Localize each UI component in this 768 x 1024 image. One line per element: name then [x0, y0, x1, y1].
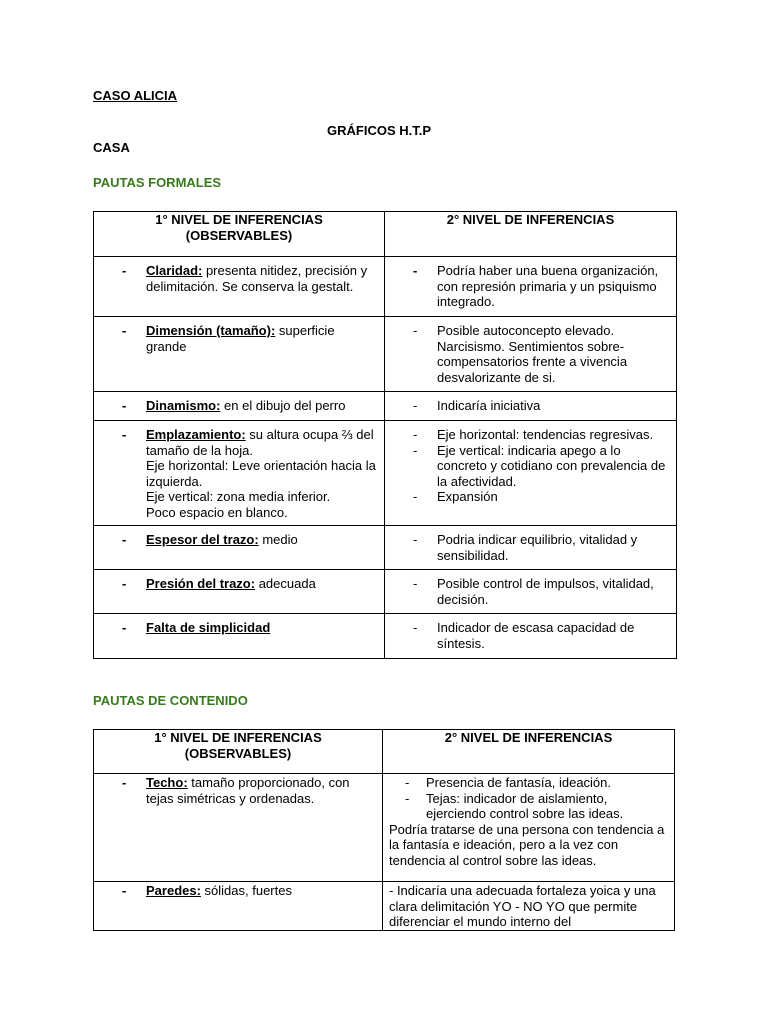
obs-cell: - Emplazamiento: su altura ocupa ⅔ del tamaño de la hoja. Eje horizontal: Leve orientación hacia la izquierda. Eje vertical: zona media inferior. Poco espacio en blanco.	[94, 427, 384, 520]
row-inf: Indicador de escasa capacidad de síntesis.	[437, 620, 635, 651]
col2-header	[383, 730, 675, 774]
content-heading: PAUTAS DE CONTENIDO	[93, 693, 248, 708]
row-label: Falta de simplicidad	[146, 620, 271, 635]
row-obs: adecuada	[255, 576, 316, 591]
table-row	[94, 614, 677, 659]
row-obs: presenta nitidez, precisión y delimitación. Se conserva la gestalt.	[146, 263, 368, 294]
row-obs: medio	[258, 532, 298, 547]
table-row	[94, 774, 675, 882]
obs-cell: - Paredes: sólidas, fuertes	[122, 883, 292, 898]
row-obs: superficie grande	[146, 323, 335, 354]
col2-header-text: 2° NIVEL DE INFERENCIAS	[444, 730, 613, 745]
inf-cell: - Eje horizontal: tendencias regresivas.	[413, 427, 654, 442]
row-inf: Eje vertical: indicaria apego a lo concreto y cotidiano con prevalencia de la afectividad.	[437, 442, 666, 489]
row-inf: - Indicaría una adecuada fortaleza yoica y una clara delimitación YO - NO YO que permite diferenciar el mundo interno del	[389, 883, 656, 929]
table-row	[94, 257, 677, 317]
row-label: Espesor del trazo:	[146, 532, 259, 547]
table-row	[94, 526, 677, 570]
col1-header	[94, 730, 383, 774]
obs-cell: - Dimensión (tamaño): superficie grande	[122, 323, 335, 354]
section-house: CASA	[93, 140, 130, 155]
col2-header	[385, 212, 677, 257]
inf-cell: - Expansión	[413, 489, 498, 504]
col1-header-line1: 1° NIVEL DE INFERENCIAS	[155, 212, 323, 227]
table-row	[94, 570, 677, 614]
col1-header-line1: 1° NIVEL DE INFERENCIAS	[154, 730, 322, 745]
inf-cell: - Podría haber una buena organización, con represión primaria y un psiquismo integrado.	[413, 263, 659, 309]
inf-cell: - Podria indicar equilibrio, vitalidad y sensibilidad.	[413, 532, 638, 563]
obs-cell: - Falta de simplicidad	[122, 620, 271, 635]
obs-cell: - Presión del trazo: adecuada	[122, 576, 316, 591]
row-label: Paredes:	[146, 883, 201, 898]
row-label: Presión del trazo:	[146, 576, 256, 591]
inf-cell: - Presencia de fantasía, ideación.	[405, 775, 612, 790]
row-obs-line: Poco espacio en blanco.	[146, 504, 288, 520]
col1-header-line2: (OBSERVABLES)	[185, 227, 293, 243]
inf-cell: - Posible autoconcepto elevado. Narcisismo. Sentimientos sobre-compensatorios frente a vivencia desvalorizante de si.	[413, 323, 628, 385]
row-inf: Posible autoconcepto elevado. Narcisismo. Sentimientos sobre-compensatorios frente a vivencia desvalorizante de si.	[437, 323, 628, 385]
obs-cell: - Techo: tamaño proporcionado, con tejas simétricas y ordenadas.	[122, 775, 350, 806]
row-inf-summary: Podría tratarse de una persona con tendencia a la fantasía e ideación, pero a la vez con tendencia al control sobre las ideas.	[389, 821, 665, 868]
row-obs: su altura ocupa ⅔ del tamaño de la hoja.	[146, 427, 374, 458]
graphics-title: GRÁFICOS H.T.P	[327, 123, 432, 138]
formal-heading: PAUTAS FORMALES	[93, 175, 222, 190]
row-obs: en el dibujo del perro	[220, 398, 346, 413]
table-row	[94, 882, 675, 931]
row-label: Emplazamiento:	[146, 427, 246, 442]
col1-header-line2: (OBSERVABLES)	[184, 745, 292, 761]
inf-cell: - Eje vertical: indicaria apego a lo concreto y cotidiano con prevalencia de la afectividad.	[413, 442, 666, 489]
row-inf: Podria indicar equilibrio, vitalidad y sensibilidad.	[437, 532, 638, 563]
row-label: Dimensión (tamaño):	[146, 323, 276, 338]
table-row	[94, 392, 677, 421]
row-inf: Eje horizontal: tendencias regresivas.	[437, 427, 654, 442]
row-obs-line: Eje horizontal: Leve orientación hacia la izquierda.	[146, 458, 376, 489]
table-row	[94, 317, 677, 392]
row-label: Claridad:	[146, 263, 203, 278]
col1-header	[94, 212, 385, 257]
inf-cell: - Posible control de impulsos, vitalidad, decisión.	[413, 576, 654, 607]
content-table	[93, 729, 675, 931]
row-inf: Posible control de impulsos, vitalidad, decisión.	[437, 576, 654, 607]
inf-cell: - Indicador de escasa capacidad de síntesis.	[413, 620, 635, 651]
row-obs: tamaño proporcionado, con tejas simétricas y ordenadas.	[146, 775, 350, 806]
table-row	[94, 421, 677, 526]
row-obs-line: Eje vertical: zona media inferior.	[146, 489, 331, 504]
row-inf: Indicaría iniciativa	[437, 398, 541, 413]
formal-table	[93, 211, 677, 659]
obs-cell: - Espesor del trazo: medio	[122, 532, 298, 547]
row-obs: sólidas, fuertes	[200, 883, 292, 898]
obs-cell: - Claridad: presenta nitidez, precisión y delimitación. Se conserva la gestalt.	[122, 263, 368, 294]
inf-cell: - Indicaría iniciativa	[413, 398, 541, 413]
inf-cell: - Tejas: indicador de aislamiento, ejerciendo control sobre las ideas.	[405, 790, 624, 821]
row-inf: Podría haber una buena organización, con represión primaria y un psiquismo integrado.	[437, 263, 659, 309]
obs-cell: - Dinamismo: en el dibujo del perro	[122, 398, 346, 413]
row-label: Techo:	[146, 775, 188, 790]
row-inf: Tejas: indicador de aislamiento, ejerciendo control sobre las ideas.	[426, 790, 624, 821]
case-title: CASO ALICIA	[93, 88, 178, 103]
table-header-row	[94, 212, 677, 257]
col2-header-text: 2° NIVEL DE INFERENCIAS	[446, 212, 615, 227]
row-label: Dinamismo:	[146, 398, 221, 413]
row-inf: Presencia de fantasía, ideación.	[426, 775, 612, 790]
table-header-row	[94, 730, 675, 774]
row-inf: Expansión	[437, 489, 498, 504]
